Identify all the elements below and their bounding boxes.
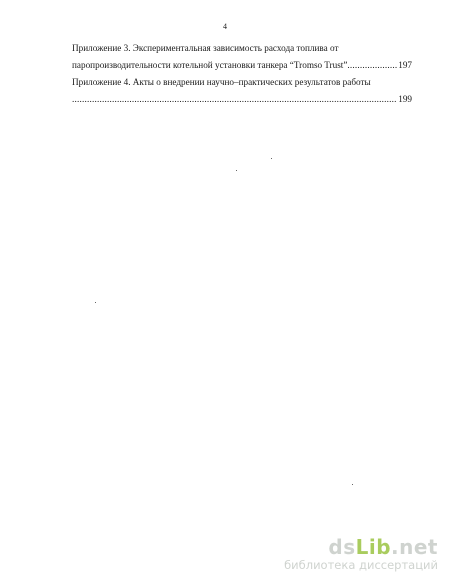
toc-entry-3-line-1 <box>72 40 412 57</box>
toc-entry-text: Приложение 4. Акты о внедрении научно–практических результатов работы <box>72 77 371 87</box>
toc-entry-3-line-2 <box>72 57 412 74</box>
toc-page-number: 199 <box>398 94 412 104</box>
dslib-watermark <box>238 536 438 576</box>
watermark-tagline: библиотека диссертаций <box>284 558 438 572</box>
scan-speck <box>352 484 353 485</box>
table-of-contents <box>72 40 412 108</box>
page-number: 4 <box>223 22 227 31</box>
watermark-logo: dsLib.net <box>328 535 438 559</box>
toc-entry-text: Приложение 3. Экспериментальная зависимость расхода топлива от <box>72 43 339 53</box>
scan-speck <box>236 170 237 171</box>
toc-page-number: 197 <box>398 60 412 70</box>
scan-speck <box>95 302 96 303</box>
toc-entry-4-line-1 <box>72 74 412 91</box>
toc-entry-4-line-2 <box>72 91 412 108</box>
dot-leader <box>72 91 397 108</box>
toc-entry-text: паропроизводительности котельной установки танкера “Tromso Trust” <box>72 60 348 70</box>
dot-leader <box>347 57 397 74</box>
scan-speck <box>271 158 272 159</box>
